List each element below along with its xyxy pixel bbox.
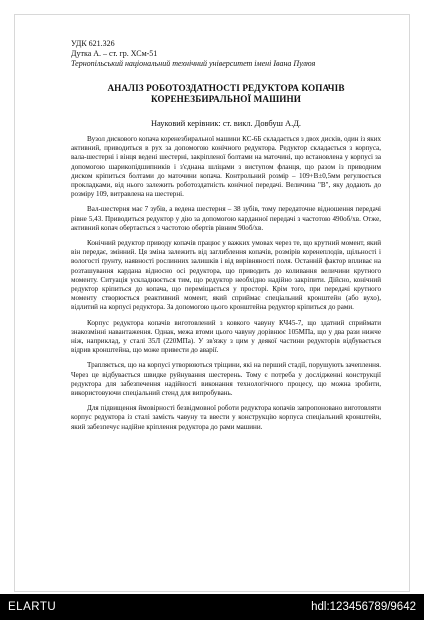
body-paragraph: Корпус редуктора копачів виготовлений з ковкого чавуну КЧ45-7, що здатний сприймати знакозмінні навантаження. Однак, межа втоми цього чавуну дорівнює 105МПа, що у два рази нижче ніж, наприклад, у сталі 35Л (220МПа). У зв'язку з цим у деякої частини редукторів відбувається відрив кронштейна, що може привести до аварії. bbox=[71, 318, 381, 355]
body-paragraph: Трапляється, що на корпусі утворюються тріщини, які на перший стадії, порушують зачеплення. Через це відбувається швидке руйнування шестерень. Тому є потреба у дослідженні конструкції редуктора для забезпечення надійності виконання технологічного процесу, що можна зробити, використовуючи спеціальний стенд для випробувань. bbox=[71, 361, 381, 398]
paper-title-line-1: АНАЛІЗ РОБОТОЗДАТНОСТІ РЕДУКТОРА КОПАЧІВ bbox=[107, 83, 345, 93]
udk-code: УДК 621.326 bbox=[71, 39, 115, 48]
document-page bbox=[14, 14, 410, 592]
paper-title-line-2: КОРЕНЕЗБИРАЛЬНОЇ МАШИНИ bbox=[150, 94, 302, 104]
university-line: Тернопільський національний технічний університет імені Івана Пулюя bbox=[71, 59, 316, 68]
body-paragraph: Вузол дискового копача коренезбиральної машини КС-6Б складається з двох дисків, один із яких активний, приводиться в рух за допомогою конічного редуктора. Редуктор складається з корпуса, вала-шестерні і вінця ведені шестерні, закріпленої болтами на маточині, що встановлена у корпусі за допомогою шарикопідшипників і з'єднана шліцами з виступом фланця, що разом із приводним диском кріпиться болтами до маточини копача. Контрольний розмір – 109+В±0,5мм регулюється прокладками, від нього залежить роботоздатність конічної передачі. Величина "В", яку додають до розміру 109, витравлена на шестерні. bbox=[71, 135, 381, 199]
handle-identifier[interactable]: hdl:123456789/9642 bbox=[311, 601, 416, 613]
supervisor-line: Науковий керівник: ст. викл. Довбуш А.Д. bbox=[150, 119, 302, 128]
repository-label: ELARTU bbox=[8, 601, 57, 613]
body-paragraph: Вал-шестерня має 7 зубів, а ведена шестерня – 38 зубів, тому передаточне відношення передачі рівне 5,43. Приводиться редуктор у дію за допомогою карданної передачі з частотою 490об/хв. Отже, активний копач обертається з частотою обертів рівним 90об/хв. bbox=[71, 205, 381, 232]
body-paragraph: Для підвищення ймовірності безвідмовної роботи редуктора копачів запропоновано виготовляти корпус редуктора із сталі замість чавуну та ввести у конструкцію корпуса спеціальний кронштейн, який забезпечує надійне кріплення редуктора до рами машини. bbox=[71, 404, 381, 431]
body-paragraph: Конічний редуктор приводу копачів працює у важких умовах через те, що крутний момент, який він передає, змінний. Ця зміна залежить від заглиблення копачів, розмірів коренеплодів, щільності і вологості ґрунту, наявності рослинних залишків і від вирівняності поля. Останній фактор впливає на розташування кардана відносно осі редуктора, що приводить до коливання величини крутного моменту. Ситуація ускладнюється тим, що редуктор необхідно надійно закріпити. Дійсно, конічний редуктор кріпиться до копача, що переміщається у просторі. Крім того, при передачі крутного моменту створюється реактивний момент, який сприймає спеціальний кронштейн (або вухо), відлитий на корпусі редуктора. За допомогою цього кронштейна редуктор кріпиться до рами. bbox=[71, 239, 381, 312]
author-line: Дутка А. – ст. гр. ХСм-51 bbox=[71, 49, 158, 58]
paper-title bbox=[71, 83, 381, 105]
footer-bar bbox=[0, 594, 424, 620]
document-metadata bbox=[71, 39, 381, 69]
page-content bbox=[71, 39, 381, 432]
